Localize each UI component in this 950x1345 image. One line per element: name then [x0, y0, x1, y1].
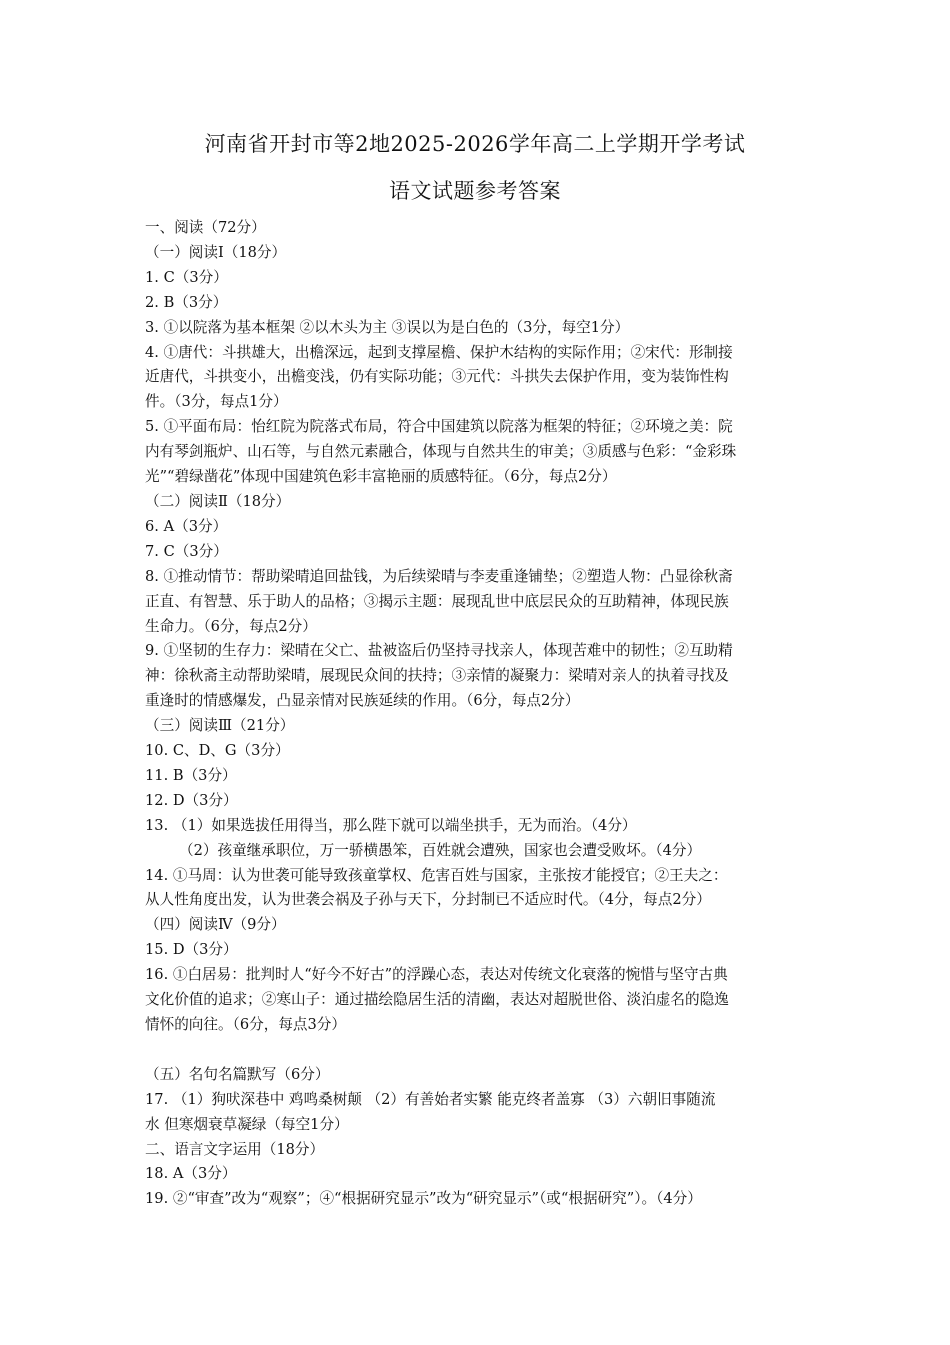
answer-line: 内有琴剑瓶炉、山石等，与自然元素融合，体现与自然共生的审美；③质感与色彩：“金彩珠 [145, 443, 737, 461]
document-subtitle: 语文试题参考答案 [389, 179, 561, 203]
answer-line: 9. ①坚韧的生存力：梁晴在父亡、盐被盗后仍坚持寻找亲人，体现苦难中的韧性；②互助精 [145, 642, 733, 660]
answer-line: 8. ①推动情节：帮助梁晴追回盐钱，为后续梁晴与李麦重逢铺垫；②塑造人物：凸显徐秋斋 [145, 567, 733, 585]
answer-line: 10. C、D、G（3分） [145, 742, 290, 760]
subsection-heading: （三）阅读Ⅲ（21分） [145, 717, 295, 735]
answer-line: 6. A（3分） [145, 517, 228, 535]
answer-line: 5. ①平面布局：怡红院为院落式布局，符合中国建筑以院落为框架的特征；②环境之美：院 [145, 418, 733, 436]
answer-line: 2. B（3分） [145, 293, 228, 311]
answer-line: 13. （1）如果选拔任用得当，那么陛下就可以端坐拱手，无为而治。（4分） [145, 816, 637, 834]
answer-line: 文化价值的追求；②寒山子：通过描绘隐居生活的清幽，表达对超脱世俗、淡泊虚名的隐逸 [145, 991, 729, 1009]
answer-line: 近唐代，斗拱变小，出檐变浅，仍有实际功能；③元代：斗拱失去保护作用，变为装饰性构 [145, 368, 729, 386]
answer-line: 14. ①马周：认为世袭可能导致孩童掌权、危害百姓与国家，主张按才能授官；②王夫之： [145, 866, 728, 884]
answer-line: 重逢时的情感爆发，凸显亲情对民族延续的作用。（6分，每点2分） [145, 692, 580, 710]
answer-line: 4. ①唐代：斗拱雄大，出檐深远，起到支撑屋檐、保护木结构的实际作用；②宋代：形制接 [145, 343, 733, 361]
answer-line: 7. C（3分） [145, 542, 228, 560]
answer-line: 15. D（3分） [145, 941, 238, 959]
answer-line: 11. B（3分） [145, 766, 237, 784]
answer-line: 生命力。（6分，每点2分） [145, 617, 317, 635]
answer-line: 12. D（3分） [145, 791, 238, 809]
answer-line: 情怀的向往。（6分，每点3分） [145, 1016, 346, 1033]
answer-line: 1. C（3分） [145, 268, 228, 286]
answer-line: 神：徐秋斋主动帮助梁晴，展现民众间的扶持；③亲情的凝聚力：梁晴对亲人的执着寻找及 [145, 667, 729, 685]
section-heading: 一、阅读（72分） [145, 219, 266, 236]
document-title: 河南省开封市等2地2025-2026学年高二上学期开学考试 [204, 132, 746, 156]
subsection-heading: （一）阅读Ⅰ（18分） [145, 243, 287, 261]
answer-line: 光”“碧绿凿花”体现中国建筑色彩丰富艳丽的质感特征。（6分，每点2分） [145, 468, 617, 486]
answer-line: （2）孩童继承职位，万一骄横愚笨，百姓就会遭殃，国家也会遭受败坏。（4分） [179, 841, 702, 859]
answer-line: 从人性角度出发，认为世袭会祸及子孙与天下，分封制已不适应时代。（4分，每点2分） [145, 891, 711, 909]
answer-line: 16. ①白居易：批判时人“好今不好古”的浮躁心态，表达对传统文化衰落的惋惜与坚守古典 [145, 966, 728, 984]
subsection-heading: （五）名句名篇默写（6分） [145, 1065, 330, 1083]
subsection-heading: （四）阅读Ⅳ（9分） [145, 916, 286, 934]
answer-line: 水 但寒烟衰草凝绿（每空1分） [145, 1115, 349, 1133]
answer-line: 18. A（3分） [145, 1165, 237, 1183]
answer-content [145, 216, 820, 1212]
answer-line: 正直、有智慧、乐于助人的品格；③揭示主题：展现乱世中底层民众的互助精神，体现民族 [145, 592, 729, 610]
answer-line: 件。（3分，每点1分） [145, 393, 288, 411]
blank-line [145, 1038, 820, 1063]
answer-line: 19. ②“审查”改为“观察”；④“根据研究显示”改为“研究显示”（或“根据研究”）。（4分） [145, 1190, 702, 1208]
answer-line: 17. （1）狗吠深巷中 鸡鸣桑树颠 （2）有善始者实繁 能克终者盖寡 （3）六朝旧事随流 [145, 1090, 716, 1108]
answer-line: 3. ①以院落为基本框架 ②以木头为主 ③误以为是白色的（3分，每空1分） [145, 318, 630, 336]
subsection-heading: （二）阅读Ⅱ（18分） [145, 492, 291, 510]
section-heading: 二、语言文字运用（18分） [145, 1140, 325, 1158]
